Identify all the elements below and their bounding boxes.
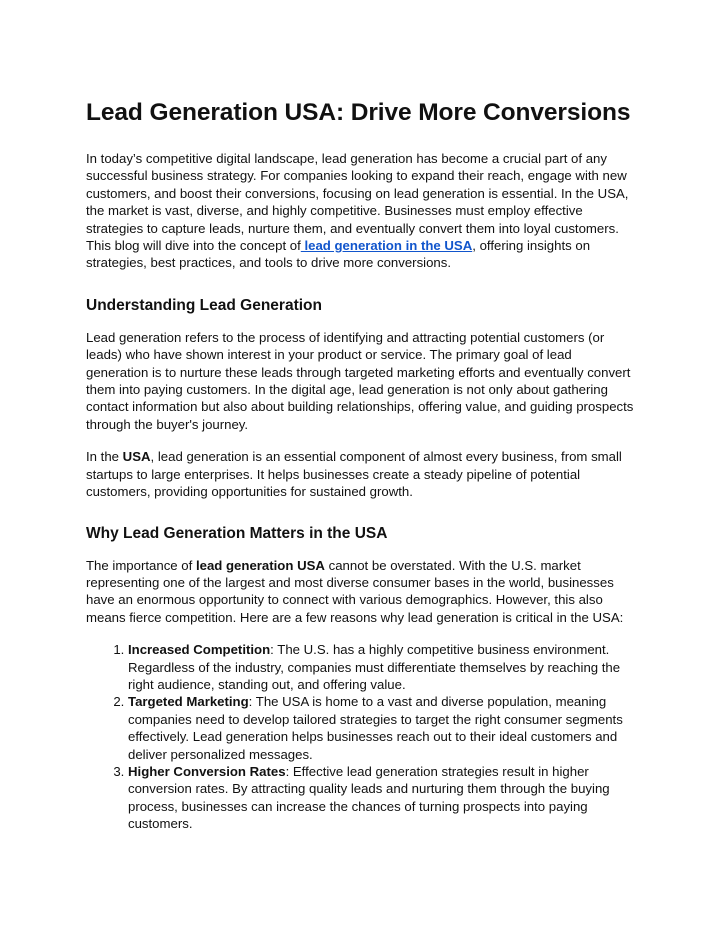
- intro-text-before-link: In today’s competitive digital landscape, lead generation has become a crucial part of any successful business strategy. For companies looking to expand their reach, engage with new customers, and boost their conversions, focusing on lead generation is essential. In the USA, the market is vast, diverse, and highly competitive. Businesses must employ effective strategies to capture leads, nurture them, and eventually convert them into loyal customers. This blog will dive into the concept of: [86, 151, 629, 254]
- list-item: [128, 641, 634, 693]
- list-item: [128, 763, 634, 833]
- section-heading-understanding: Understanding Lead Generation: [86, 296, 322, 314]
- why-rest: cannot be overstated. With the U.S. market representing one of the largest and most diverse consumer bases in the world, businesses have an enormous opportunity to connect with various demographics. However, this also means fierce competition. Here are a few reasons why lead generation is critical in the USA:: [86, 557, 624, 625]
- why-prefix: The importance of: [86, 557, 196, 573]
- list-item: [128, 693, 634, 763]
- section-heading-why-matters: Why Lead Generation Matters in the USA: [86, 524, 388, 542]
- page-title: Lead Generation USA: Drive More Conversions: [86, 99, 631, 126]
- list-item-title: Targeted Marketing: [128, 694, 249, 710]
- understanding-paragraph-1: Lead generation refers to the process of identifying and attracting potential customers (or leads) who have shown interest in your product or service. The primary goal of lead generation is to nurture these leads through targeted marketing efforts and eventually convert them into paying customers. In the digital age, lead generation is not only about gathering contact information but also about building relationships, offering value, and guiding prospects through the buyer's journey.: [86, 329, 634, 432]
- why-bold-keyword: lead generation USA: [195, 557, 325, 573]
- para2-prefix: In the: [86, 449, 123, 465]
- para2-rest: , lead generation is an essential component of almost every business, from small startups to large enterprises. It helps businesses create a steady pipeline of potential customers, providing opportunities for sustained growth.: [86, 449, 622, 500]
- list-item-title: Increased Competition: [128, 642, 271, 658]
- lead-generation-usa-link[interactable]: lead generation in the USA: [300, 238, 473, 254]
- intro-text-after-link: , offering insights on strategies, best practices, and tools to drive more conversions.: [86, 238, 591, 271]
- list-item-title: Higher Conversion Rates: [128, 763, 286, 779]
- understanding-paragraph-2: [86, 448, 634, 500]
- intro-paragraph: [86, 150, 634, 272]
- list-item-text: : Effective lead generation strategies result in higher conversion rates. By attracting quality leads and nurturing them through the buying process, businesses can increase the chances of turning prospects into paying customers.: [128, 763, 610, 832]
- why-matters-paragraph: [86, 557, 634, 627]
- list-item-text: : The USA is home to a vast and diverse population, meaning companies need to develop tailored strategies to target the right consumer segments effectively. Lead generation helps businesses reach out to their ideal customers and deliver personalized messages.: [128, 694, 623, 762]
- para2-bold-usa: USA: [122, 449, 151, 465]
- list-item-text: : The U.S. has a highly competitive business environment. Regardless of the industry, companies must differentiate themselves by reaching the right audience, standing out, and offering value.: [128, 642, 621, 692]
- reasons-list: [86, 641, 634, 832]
